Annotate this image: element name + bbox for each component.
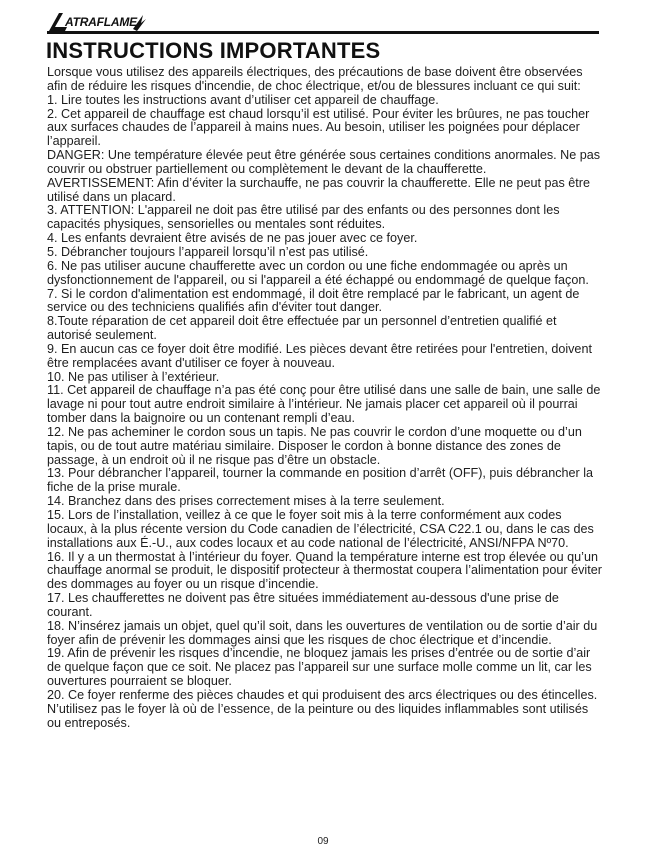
instruction-item: 7. Si le cordon d'alimentation est endommagé, il doit être remplacé par le fabricant, un agent de service ou des techniciens qualifiés afin d'éviter tout danger.	[47, 286, 580, 315]
brand-logo	[47, 9, 147, 33]
brand-name: ATRAFLAME	[65, 15, 137, 29]
danger-notice: DANGER: Une température élevée peut être générée sous certaines conditions anormales. Ne pas couvrir ou obstruer partiellement ou complètement le devant de la chaufferette.	[47, 148, 601, 176]
instruction-item: 8.Toute réparation de cet appareil doit être effectuée par un personnel d’entretien qualifié et autorisé seulement.	[47, 314, 557, 343]
header-rule	[47, 31, 599, 34]
instructions-body	[47, 66, 602, 731]
warning-notice: AVERTISSEMENT: Afin d’éviter la surchauffe, ne pas couvrir la chaufferette. Elle ne peut pas être utilisé dans un placard.	[47, 175, 590, 204]
instruction-item: 14. Branchez dans des prises correctement mises à la terre seulement.	[47, 494, 445, 509]
instruction-item: 10. Ne pas utiliser à l’extérieur.	[47, 369, 220, 384]
instruction-item: 3. ATTENTION: L'appareil ne doit pas être utilisé par des enfants ou des personnes dont les capacités physiques, sensorielles ou mentales sont réduites.	[47, 203, 560, 232]
instruction-item: 12. Ne pas acheminer le cordon sous un tapis. Ne pas couvrir le cordon d’une moquette ou d’un tapis, ou de tout autre matériau similaire. Disposer le cordon à bonne distance des zones de passage, à un endroit où il ne risque pas d’être un obstacle.	[47, 424, 582, 467]
instruction-item: 19. Afin de prévenir les risques d’incendie, ne bloquez jamais les prises d’entrée ou de sortie d’air de quelque façon que ce soit. Ne placez pas l’appareil sur une surface molle comme un lit, car les ouvertures pourraient se bloquer.	[47, 646, 592, 689]
instruction-item: 2. Cet appareil de chauffage est chaud lorsqu’il est utilisé. Pour éviter les brûures, ne pas toucher aux surfaces chaudes de l’appareil à mains nues. Au besoin, utiliser les poignées pour déplacer l’appareil.	[47, 106, 590, 149]
page-number: 09	[317, 836, 329, 847]
instruction-item: 6. Ne pas utiliser aucune chaufferette avec un cordon ou une fiche endommagée ou après un dysfonctionnement de l'appareil, ou si l'appareil a été échappé ou endommagé de quelque façon.	[47, 258, 589, 287]
instruction-item: 17. Les chaufferettes ne doivent pas être situées immédiatement au-dessous d'une prise de courant.	[47, 591, 559, 619]
instruction-item: 11. Cet appareil de chauffage n’a pas été conç pour être utilisé dans une salle de bain, une salle de lavage ni pour tout autre endroit similaire à l’intérieur. Ne jamais placer cet appareil où il pourrai tomber dans la baignoire ou un contenant rempli d’eau.	[47, 383, 601, 426]
instruction-item: 4. Les enfants devraient être avisés de ne pas jouer avec ce foyer.	[47, 231, 418, 246]
instruction-item: 1. Lire toutes les instructions avant d’utiliser cet appareil de chauffage.	[47, 92, 439, 107]
instruction-item: 9. En aucun cas ce foyer doit être modifié. Les pièces devant être retirées pour l'entretien, doivent être remplacées avant d'utiliser ce foyer à nouveau.	[47, 341, 592, 370]
intro-paragraph: Lorsque vous utilisez des appareils électriques, des précautions de base doivent être observées afin de réduire les risques d'incendie, de choc électrique, et/ou de blessures incluant ce qui suit:	[47, 65, 583, 93]
instruction-item: 18. N’insérez jamais un objet, quel qu’il soit, dans les ouvertures de ventilation ou de sortie d’air du foyer afin de prévenir les dommages ainsi que les risques de choc électrique et d’incendie.	[47, 618, 598, 647]
instruction-item: 16. Il y a un thermostat à l’intérieur du foyer. Quand la température interne est trop élevée ou qu’un chauffage anormal se produit, le dispositif protecteur à thermostat coupera l’alimentation pour éviter des dommages au foyer ou un risque d’incendie.	[47, 549, 602, 592]
instruction-item: 13. Pour débrancher l’appareil, tourner la commande en position d’arrêt (OFF), puis débrancher la fiche de la prise murale.	[47, 466, 594, 495]
page-title: INSTRUCTIONS IMPORTANTES	[46, 38, 381, 63]
instruction-item: 20. Ce foyer renferme des pièces chaudes et qui produisent des arcs électriques ou des étincelles. N’utilisez pas le foyer là où de l’essence, de la peinture ou des liquides inflammables sont utilisés ou entreposés.	[47, 687, 598, 730]
instruction-item: 15. Lors de l’installation, veillez à ce que le foyer soit mis à la terre conformément aux codes locaux, à la plus récente version du Code canadien de l’électricité, CSA C22.1 ou, dans le cas des installations aux É.-U., aux codes locaux et au code national de l’électricité, ANSI/NFPA Nº70.	[47, 508, 594, 550]
instruction-item: 5. Débrancher toujours l’appareil lorsqu’il n’est pas utilisé.	[47, 244, 369, 259]
